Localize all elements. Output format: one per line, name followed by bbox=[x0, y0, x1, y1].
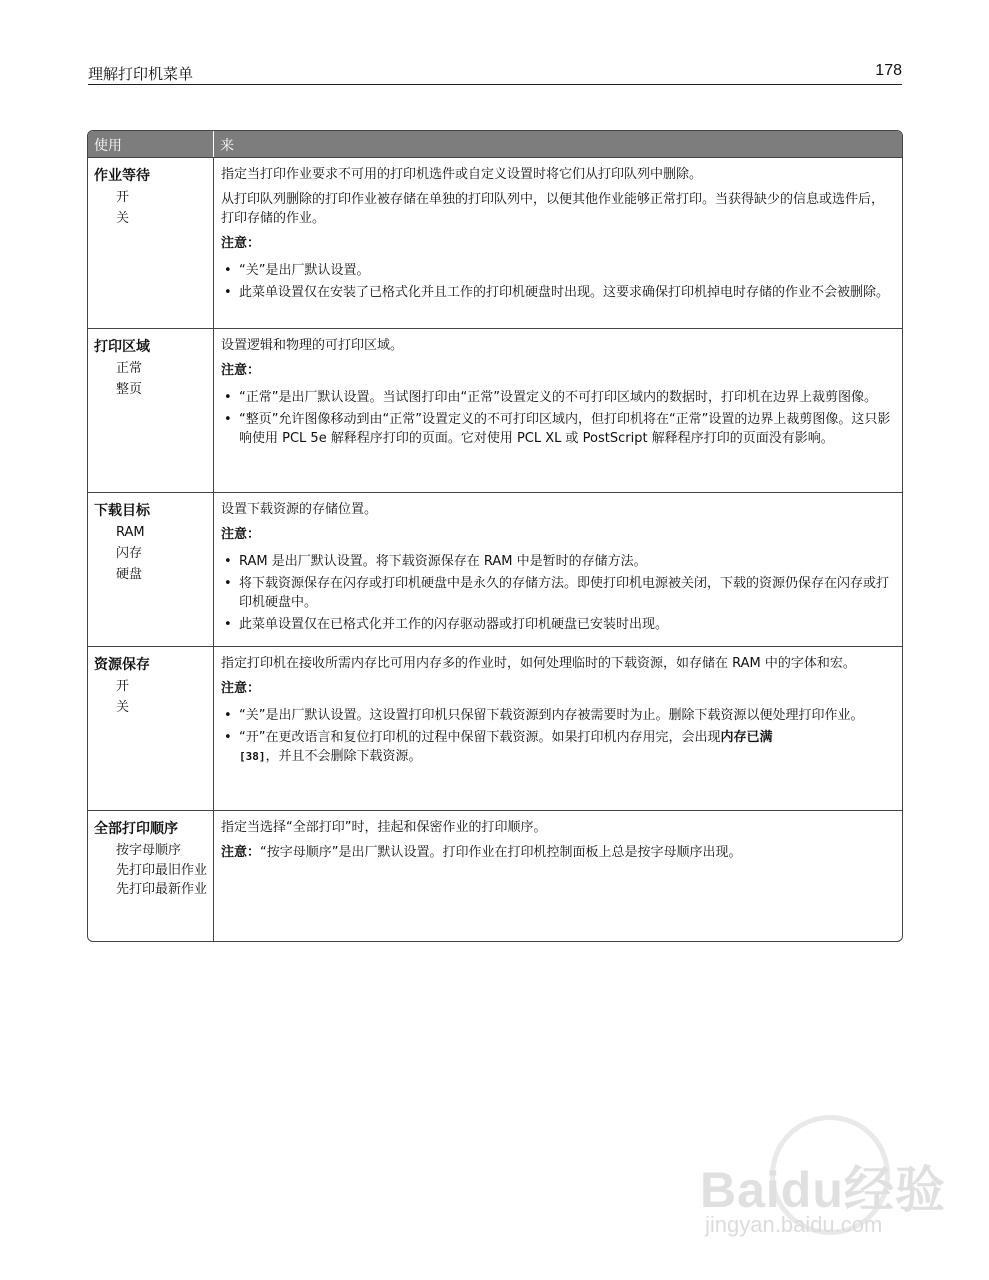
menu-item-name: 下载目标 bbox=[94, 503, 150, 519]
list-item: • 此菜单设置仅在安装了已格式化并且工作的打印机硬盘时出现。这要求确保打印机掉电时存储的作业不会被删除。 bbox=[221, 283, 894, 302]
note-label: 注意： bbox=[221, 845, 261, 860]
list-item: • 此菜单设置仅在已格式化并工作的闪存驱动器或打印机硬盘已安装时出现。 bbox=[221, 615, 894, 634]
list-item: • 将下载资源保存在闪存或打印机硬盘中是永久的存储方法。即使打印机电源被关闭，下载的资源仍保存在闪存或打印机硬盘中。 bbox=[221, 574, 894, 612]
description-text: 设置逻辑和物理的可打印区域。 bbox=[221, 338, 404, 353]
option-item: 闪存 bbox=[116, 546, 143, 561]
menu-item-cell bbox=[88, 329, 214, 492]
description-cell bbox=[214, 811, 902, 941]
description-cell bbox=[214, 493, 902, 646]
option-item: 开 bbox=[116, 679, 130, 694]
menu-item-cell bbox=[88, 158, 214, 328]
table-row bbox=[88, 157, 902, 328]
watermark-brand: Baidu经验 bbox=[700, 1162, 946, 1218]
menu-item-cell bbox=[88, 647, 214, 810]
page-number: 178 bbox=[875, 62, 902, 79]
menu-table bbox=[87, 130, 903, 942]
option-item: 先打印最旧作业 bbox=[116, 863, 208, 878]
note-list bbox=[221, 388, 894, 448]
note-label: 注意： bbox=[221, 681, 261, 696]
menu-item-name: 全部打印顺序 bbox=[94, 821, 178, 837]
menu-item-cell bbox=[88, 493, 214, 646]
table-row bbox=[88, 810, 902, 941]
note-line bbox=[221, 843, 894, 862]
description-text: 设置下载资源的存储位置。 bbox=[221, 502, 378, 517]
option-item: 整页 bbox=[116, 382, 143, 397]
table-row bbox=[88, 646, 902, 810]
description-cell bbox=[214, 329, 902, 492]
option-item: 关 bbox=[116, 211, 130, 226]
note-text: “按字母顺序”是出厂默认设置。打印作业在打印机控制面板上总是按字母顺序出现。 bbox=[260, 845, 742, 860]
list-item: • “整页”允许图像移动到由“正常”设置定义的不可打印区域内，但打印机将在“正常”设置的边界上裁剪图像。这只影响使用 PCL 5e 解释程序打印的页面。它对使用 PCL XL 或 PostScript 解释程序打印的页面没有影响。 bbox=[221, 410, 894, 448]
list-item: • “关”是出厂默认设置。这设置打印机只保留下载资源到内存被需要时为止。删除下载资源以便处理打印作业。 bbox=[221, 706, 894, 725]
description-text: 指定当打印作业要求不可用的打印机选件或自定义设置时将它们从打印队列中删除。 bbox=[221, 167, 703, 182]
description-text: 指定当选择“全部打印”时，挂起和保密作业的打印顺序。 bbox=[221, 820, 547, 835]
list-item: • “关”是出厂默认设置。 bbox=[221, 261, 894, 280]
option-item: 正常 bbox=[116, 361, 143, 376]
note-label: 注意： bbox=[221, 363, 261, 378]
description-text: 指定打印机在接收所需内存比可用内存多的作业时，如何处理临时的下载资源，如存储在 RAM 中的字体和宏。 bbox=[221, 656, 856, 671]
note-list bbox=[221, 261, 894, 302]
note-label: 注意： bbox=[221, 527, 261, 542]
option-item: 关 bbox=[116, 700, 130, 715]
note-list bbox=[221, 552, 894, 634]
description-text: 从打印队列删除的打印作业被存储在单独的打印队列中，以便其他作业能够正常打印。当获得缺少的信息或选件后，打印存储的作业。 bbox=[221, 192, 885, 226]
description-cell bbox=[214, 158, 902, 328]
page-header bbox=[88, 62, 902, 85]
menu-item-name: 打印区域 bbox=[94, 339, 150, 355]
description-cell bbox=[214, 647, 902, 810]
list-item: • RAM 是出厂默认设置。将下载资源保存在 RAM 中是暂时的存储方法。 bbox=[221, 552, 894, 571]
option-item: 按字母顺序 bbox=[116, 843, 182, 858]
list-item-text: “开”在更改语言和复位打印机的过程中保留下载资源。如果打印机内存用完，会出现 bbox=[239, 730, 721, 745]
option-item: 先打印最新作业 bbox=[116, 882, 208, 897]
header-use: 使用 bbox=[88, 131, 214, 157]
list-item-text: ，并且不会删除下载资源。 bbox=[265, 749, 422, 764]
option-item: RAM bbox=[116, 525, 145, 540]
menu-item-name: 作业等待 bbox=[94, 168, 150, 184]
section-title: 理解打印机菜单 bbox=[88, 65, 194, 83]
table-row bbox=[88, 328, 902, 492]
option-item: 硬盘 bbox=[116, 567, 143, 582]
note-label: 注意： bbox=[221, 236, 261, 251]
menu-item-cell bbox=[88, 811, 214, 941]
table-header bbox=[88, 131, 902, 157]
list-item: • “正常”是出厂默认设置。当试图打印由“正常”设置定义的不可打印区域内的数据时，打印机在边界上裁剪图像。 bbox=[221, 388, 894, 407]
error-message: 内存已满 bbox=[720, 730, 773, 745]
header-to: 来 bbox=[220, 138, 234, 154]
error-code: [38] bbox=[239, 750, 266, 763]
menu-item-name: 资源保存 bbox=[94, 657, 150, 673]
note-list bbox=[221, 706, 894, 766]
list-item bbox=[221, 728, 894, 766]
table-row bbox=[88, 492, 902, 646]
watermark-url: jingyan.baidu.com bbox=[705, 1212, 883, 1237]
option-item: 开 bbox=[116, 190, 130, 205]
